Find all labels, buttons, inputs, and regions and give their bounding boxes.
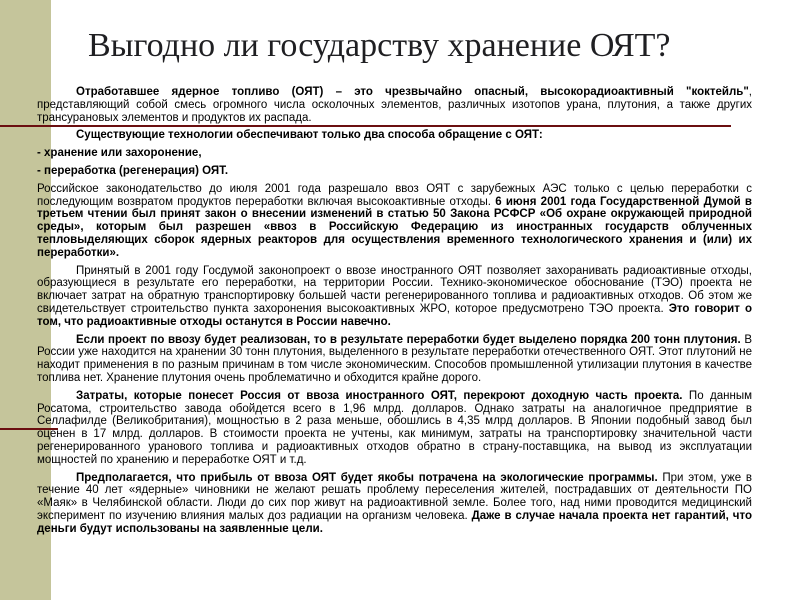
- paragraph: [37, 265, 752, 329]
- bold-text: Отработавшее ядерное топливо (ОЯТ) – это чрезвычайно опасный, высокорадиоактивный "коктейль": [76, 86, 749, 98]
- paragraph: [37, 183, 752, 260]
- bold-text: Даже в случае начала проекта нет гарантий, что деньги будут использованы на заявленные цели.: [37, 509, 752, 535]
- bold-text: Затраты, которые понесет Россия от ввоза иностранного ОЯТ, перекроют доходную часть проекта.: [76, 389, 683, 402]
- text: По данным Росатома, строительство завода обойдется всего в 1,96 млрд. долларов. Однако затраты на аналогичное предприятие в Селлафилде (Великобритания), мощностью в 2 раза меньше, обошлись в 4,35 млрд долларов. В Японии подобный завод был оценен в 17 млрд. долларов. В стоимости проекта не учтены, как минимум, затраты на транспортировку значительной части регенерированного уранового топлива и радиоактивных отходов обратно в страну-поставщика, на вывод из эксплуатации мощностей по хранению и переработке ОЯТ и т.д.: [37, 389, 753, 466]
- paragraph: [37, 390, 752, 467]
- bold-text: Если проект по ввозу будет реализован, то в результате переработки будет выделено порядка 200 тонн плутония.: [76, 333, 741, 346]
- paragraph: [37, 129, 752, 142]
- paragraph: [37, 334, 752, 385]
- paragraph: [37, 147, 752, 160]
- text: Российское законодательство до июля 2001 года разрешало ввоз ОЯТ с зарубежных АЭС только с целью переработки с последующим возвратом продуктов переработки включая высокоактивные отходы.: [37, 182, 752, 208]
- text: Принятый в 2001 году Госдумой законопроект о ввозе иностранного ОЯТ позволяет захоранивать радиоактивные отходы, образующиеся в результате его переработки, на территории России. Технико-экономическое обоснование (ТЭО) проекта не включает затрат на обратную транспортировку большей части регенерированного топлива и радиоактивных отходов. Об этом же свидетельствует строительство пункта захоронения высокоактивных ЖРО, которое предусмотрено ТЭО проекта.: [37, 264, 752, 315]
- text: , представляющий собой смесь огромного числа осколочных элементов, различных изотопов урана, плутония, а также других трансурановых элементов и продуктов их распада.: [37, 86, 752, 124]
- slide-title: Выгодно ли государству хранение ОЯТ?: [88, 27, 671, 64]
- bold-text: Это говорит о том, что радиоактивные отходы останутся в России навечно.: [37, 302, 752, 328]
- bold-text: - хранение или захоронение,: [37, 147, 202, 160]
- text: В России уже находится на хранении 30 тонн плутония, выделенного в результате переработки отечественного ОЯТ. Этот плутоний не находит применения в по разным причинам в том числе экономическим. Способов промышленной утилизации плутония в качестве топлива нет. Хранение плутония очень проблематично и обходится крайне дорого.: [37, 333, 752, 384]
- paragraph: [37, 86, 752, 124]
- bold-text: - переработка (регенерация) ОЯТ.: [37, 164, 229, 177]
- slide-body: [37, 86, 752, 541]
- bold-text: Предполагается, что прибыль от ввоза ОЯТ будет якобы потрачена на экологические программы.: [76, 471, 658, 484]
- bold-text: Существующие технологии обеспечивают только два способа обращение с ОЯТ:: [76, 129, 543, 142]
- paragraph: [37, 165, 752, 178]
- bold-text: 6 июня 2001 года Государственной Думой в третьем чтении был принят закон о внесении изменений в статью 50 Закона РСФСР «Об охране окружающей природной среды», которым был разрешен «ввоз в Российскую Федерацию из иностранных государств облученных тепловыделяющих сборок ядерных реакторов для осуществления временного технологического хранения и (или) их переработки».: [37, 195, 753, 259]
- paragraph: [37, 472, 752, 536]
- text: При этом, уже в течение 40 лет «ядерные» чиновники не желают решать проблему переселения жителей, пострадавших от деятельности ПО «Маяк» в Челябинской области. Люди до сих пор живут на радиоактивной земле. Более того, над ними проводится медицинский эксперимент по изучению влияния малых доз радиации на организм человека.: [37, 471, 752, 522]
